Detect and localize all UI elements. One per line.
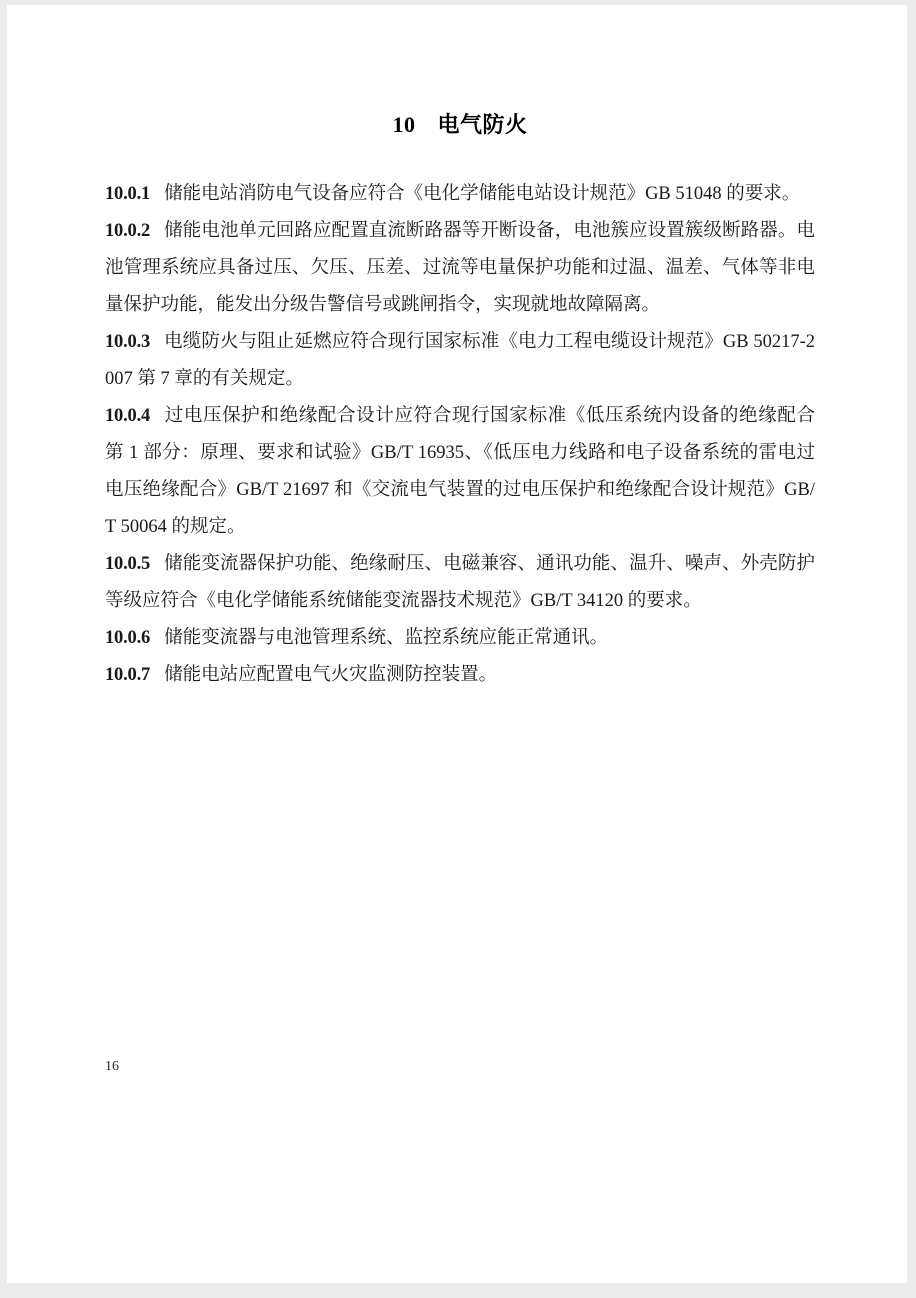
chapter-title: 电气防火 (437, 112, 528, 137)
clause-10-0-1 (105, 176, 815, 213)
document-body (105, 110, 815, 694)
clause-text: 储能变流器保护功能、绝缘耐压、电磁兼容、通讯功能、温升、噪声、外壳防护等级应符合《电化学储能系统储能变流器技术规范》GB/T 34120 的要求。 (105, 554, 815, 611)
clause-text: 储能变流器与电池管理系统、监控系统应能正常通讯。 (164, 628, 609, 648)
clause-number: 10.0.7 (105, 665, 151, 685)
clause-number: 10.0.2 (105, 221, 151, 241)
clause-10-0-5 (105, 546, 815, 620)
clause-10-0-4 (105, 398, 815, 546)
page-number: 16 (105, 1059, 119, 1074)
clause-text: 过电压保护和绝缘配合设计应符合现行国家标准《低压系统内设备的绝缘配合 第 1 部分：原理、要求和试验》GB/T 16935、《低压电力线路和电子设备系统的雷电过电压绝缘配合》GB/T 21697 和《交流电气装置的过电压保护和绝缘配合设计规范》GB/T 50064 的规定。 (105, 406, 815, 537)
clause-10-0-3 (105, 324, 815, 398)
page-title (105, 110, 815, 140)
clause-number: 10.0.4 (105, 406, 151, 426)
clause-text: 储能电池单元回路应配置直流断路器等开断设备，电池簇应设置簇级断路器。电池管理系统应具备过压、欠压、压差、过流等电量保护功能和过温、温差、气体等非电量保护功能，能发出分级告警信号或跳闸指令，实现就地故障隔离。 (105, 221, 815, 315)
clause-10-0-7 (105, 657, 815, 694)
clause-number: 10.0.3 (105, 332, 151, 352)
clause-text: 储能电站应配置电气火灾监测防控装置。 (164, 665, 498, 685)
document-page (7, 5, 907, 1283)
chapter-number: 10 (392, 112, 416, 137)
clause-number: 10.0.1 (105, 184, 151, 204)
clause-number: 10.0.6 (105, 628, 151, 648)
clause-text: 电缆防火与阻止延燃应符合现行国家标准《电力工程电缆设计规范》GB 50217-2007 第 7 章的有关规定。 (105, 332, 815, 389)
clause-10-0-6 (105, 620, 815, 657)
clause-10-0-2 (105, 213, 815, 324)
clause-text: 储能电站消防电气设备应符合《电化学储能电站设计规范》GB 51048 的要求。 (164, 184, 801, 204)
clause-number: 10.0.5 (105, 554, 151, 574)
